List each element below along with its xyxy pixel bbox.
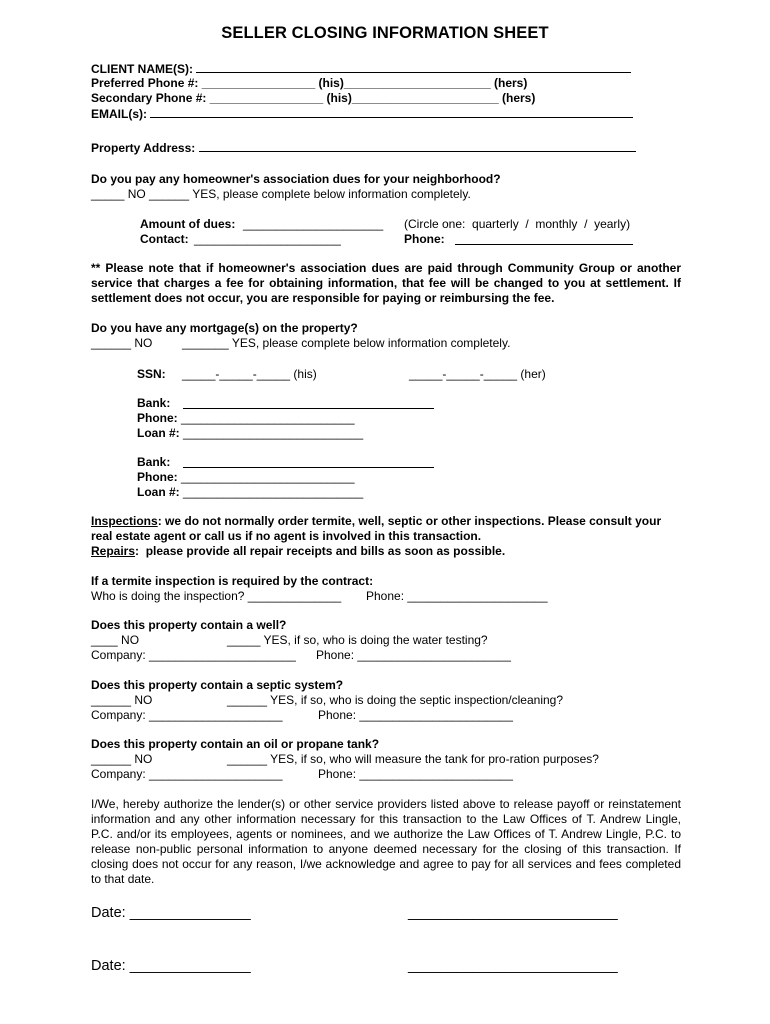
bank1-phone-label: Phone: [137, 411, 181, 425]
email-label: EMAIL(s): [91, 107, 151, 121]
client-names-label: CLIENT NAME(S): [91, 62, 197, 76]
well-no-option[interactable]: ____ NO [91, 633, 140, 647]
secondary-phone-row [91, 91, 535, 106]
preferred-phone-label: Preferred Phone #: [91, 76, 202, 90]
well-yes-option[interactable]: _____ YES, if so, who is doing the water testing? [227, 633, 488, 647]
bank2-phone-field[interactable]: __________________________ [181, 470, 355, 484]
bank2-loan-field[interactable]: ___________________________ [183, 485, 364, 499]
client-names-field[interactable] [196, 61, 631, 73]
termite-who-field[interactable]: Who is doing the inspection? ______________ [91, 589, 342, 603]
signature-field-2[interactable]: __________________________ [408, 958, 618, 974]
date-field-2[interactable]: _______________ [129, 958, 251, 974]
bank2-label: Bank: [137, 455, 171, 469]
page-title: SELLER CLOSING INFORMATION SHEET [221, 24, 549, 42]
bank1-loan-label: Loan #: [137, 426, 184, 440]
mortgage-question: Do you have any mortgage(s) on the property? [91, 321, 358, 335]
date-row-2 [91, 958, 251, 974]
tank-company-field[interactable]: Company: ____________________ [91, 767, 283, 781]
client-names-row [91, 61, 631, 77]
bank1-field[interactable] [183, 397, 434, 409]
signature-field-1[interactable]: __________________________ [408, 905, 618, 921]
bank1-label: Bank: [137, 396, 171, 410]
secondary-phone-his-label: (his) [323, 91, 352, 105]
hoa-phone-field[interactable] [455, 233, 633, 245]
hoa-question: Do you pay any homeowner's association dues for your neighborhood? [91, 172, 501, 186]
property-address-row [91, 140, 636, 156]
hoa-amount-label: Amount of dues: [140, 217, 239, 231]
mortgage-yes-option[interactable]: _______ YES, please complete below information completely. [182, 336, 511, 350]
bank1-phone-field[interactable]: __________________________ [181, 411, 355, 425]
repairs-text: : please provide all repair receipts and bills as soon as possible. [135, 544, 506, 558]
preferred-phone-his-field[interactable]: _________________ [201, 76, 316, 90]
tank-question: Does this property contain an oil or propane tank? [91, 737, 380, 751]
email-row [91, 106, 633, 122]
date-label-1: Date: [91, 905, 130, 921]
hoa-options-row [91, 187, 471, 202]
preferred-phone-row [91, 76, 527, 91]
property-address-label: Property Address: [91, 141, 199, 155]
hoa-phone-label: Phone: [404, 232, 448, 246]
well-company-field[interactable]: Company: ______________________ [91, 648, 296, 662]
bank1-loan-row [137, 426, 363, 441]
bank1-loan-field[interactable]: ___________________________ [183, 426, 364, 440]
preferred-phone-hers-label: (hers) [490, 76, 528, 90]
bank2-loan-row [137, 485, 363, 500]
tank-yes-option[interactable]: ______ YES, if so, who will measure the tank for pro-ration purposes? [227, 752, 599, 766]
repairs-label: Repairs [91, 544, 136, 558]
septic-question: Does this property contain a septic system? [91, 678, 344, 692]
inspections-label: Inspections [91, 514, 158, 528]
hoa-frequency-choice[interactable]: (Circle one: quarterly / monthly / yearly) [404, 217, 631, 231]
bank2-phone-row [137, 470, 355, 485]
date-label-2: Date: [91, 958, 130, 974]
secondary-phone-hers-label: (hers) [498, 91, 536, 105]
preferred-phone-hers-field[interactable]: ______________________ [343, 76, 491, 90]
hoa-contact-field[interactable]: ______________________ [194, 232, 341, 246]
tank-phone-field[interactable]: Phone: _______________________ [318, 767, 513, 781]
hoa-fee-note: ** Please note that if homeowner's association dues are paid through Community Group or another service that charges a fee for obtaining information, that fee will be changed to you at settlement. If settlement does not occur, you are responsible for paying or reimbursing the fee. [91, 261, 681, 305]
ssn-her-field[interactable]: _____-_____-_____ (her) [409, 367, 546, 381]
mortgage-no-option[interactable]: ______ NO [91, 336, 153, 350]
authorization-paragraph: I/We, hereby authorize the lender(s) or other service providers listed above to release payoff or reinstatement information and any other information necessary for this transaction to the Law Offices of T. Andrew Lingle, P.C. and/or its employees, agents or nominees, and we authorize the Law Offices of T. Andrew Lingle, P.C. to release non-public personal information to anyone deemed necessary for the closing of this transaction. If closing does not occur for any reason, I/we acknowledge and agree to pay for all services and fees completed to that date. [91, 797, 681, 886]
repairs-note [91, 544, 505, 559]
bank2-field[interactable] [183, 456, 434, 468]
hoa-amount-field[interactable]: _____________________ [243, 217, 384, 231]
tank-no-option[interactable]: ______ NO [91, 752, 153, 766]
inspections-text: : we do not normally order termite, well, septic or other inspections. Please consult your real estate agent or call us if no agent is involved in this transaction. [91, 514, 662, 543]
secondary-phone-label: Secondary Phone #: [91, 91, 210, 105]
date-row-1 [91, 905, 251, 921]
preferred-phone-his-label: (his) [315, 76, 344, 90]
ssn-his-field[interactable]: _____-_____-_____ (his) [182, 367, 317, 381]
bank2-phone-label: Phone: [137, 470, 181, 484]
secondary-phone-hers-field[interactable]: ______________________ [351, 91, 499, 105]
well-question: Does this property contain a well? [91, 618, 287, 632]
septic-company-field[interactable]: Company: ____________________ [91, 708, 283, 722]
hoa-contact-label: Contact: [140, 232, 192, 246]
termite-question: If a termite inspection is required by the contract: [91, 574, 374, 588]
septic-phone-field[interactable]: Phone: _______________________ [318, 708, 513, 722]
date-field-1[interactable]: _______________ [129, 905, 251, 921]
bank2-loan-label: Loan #: [137, 485, 184, 499]
termite-phone-field[interactable]: Phone: _____________________ [366, 589, 548, 603]
hoa-no-option[interactable]: _____ NO [91, 187, 146, 201]
septic-no-option[interactable]: ______ NO [91, 693, 153, 707]
well-phone-field[interactable]: Phone: _______________________ [316, 648, 511, 662]
email-field[interactable] [150, 106, 633, 118]
inspections-note [91, 514, 681, 544]
ssn-label: SSN: [137, 367, 166, 381]
septic-yes-option[interactable]: ______ YES, if so, who is doing the septic inspection/cleaning? [227, 693, 563, 707]
secondary-phone-his-field[interactable]: _________________ [209, 91, 324, 105]
bank1-phone-row [137, 411, 355, 426]
hoa-yes-option[interactable]: ______ YES, please complete below information completely. [149, 187, 471, 201]
property-address-field[interactable] [199, 140, 636, 152]
